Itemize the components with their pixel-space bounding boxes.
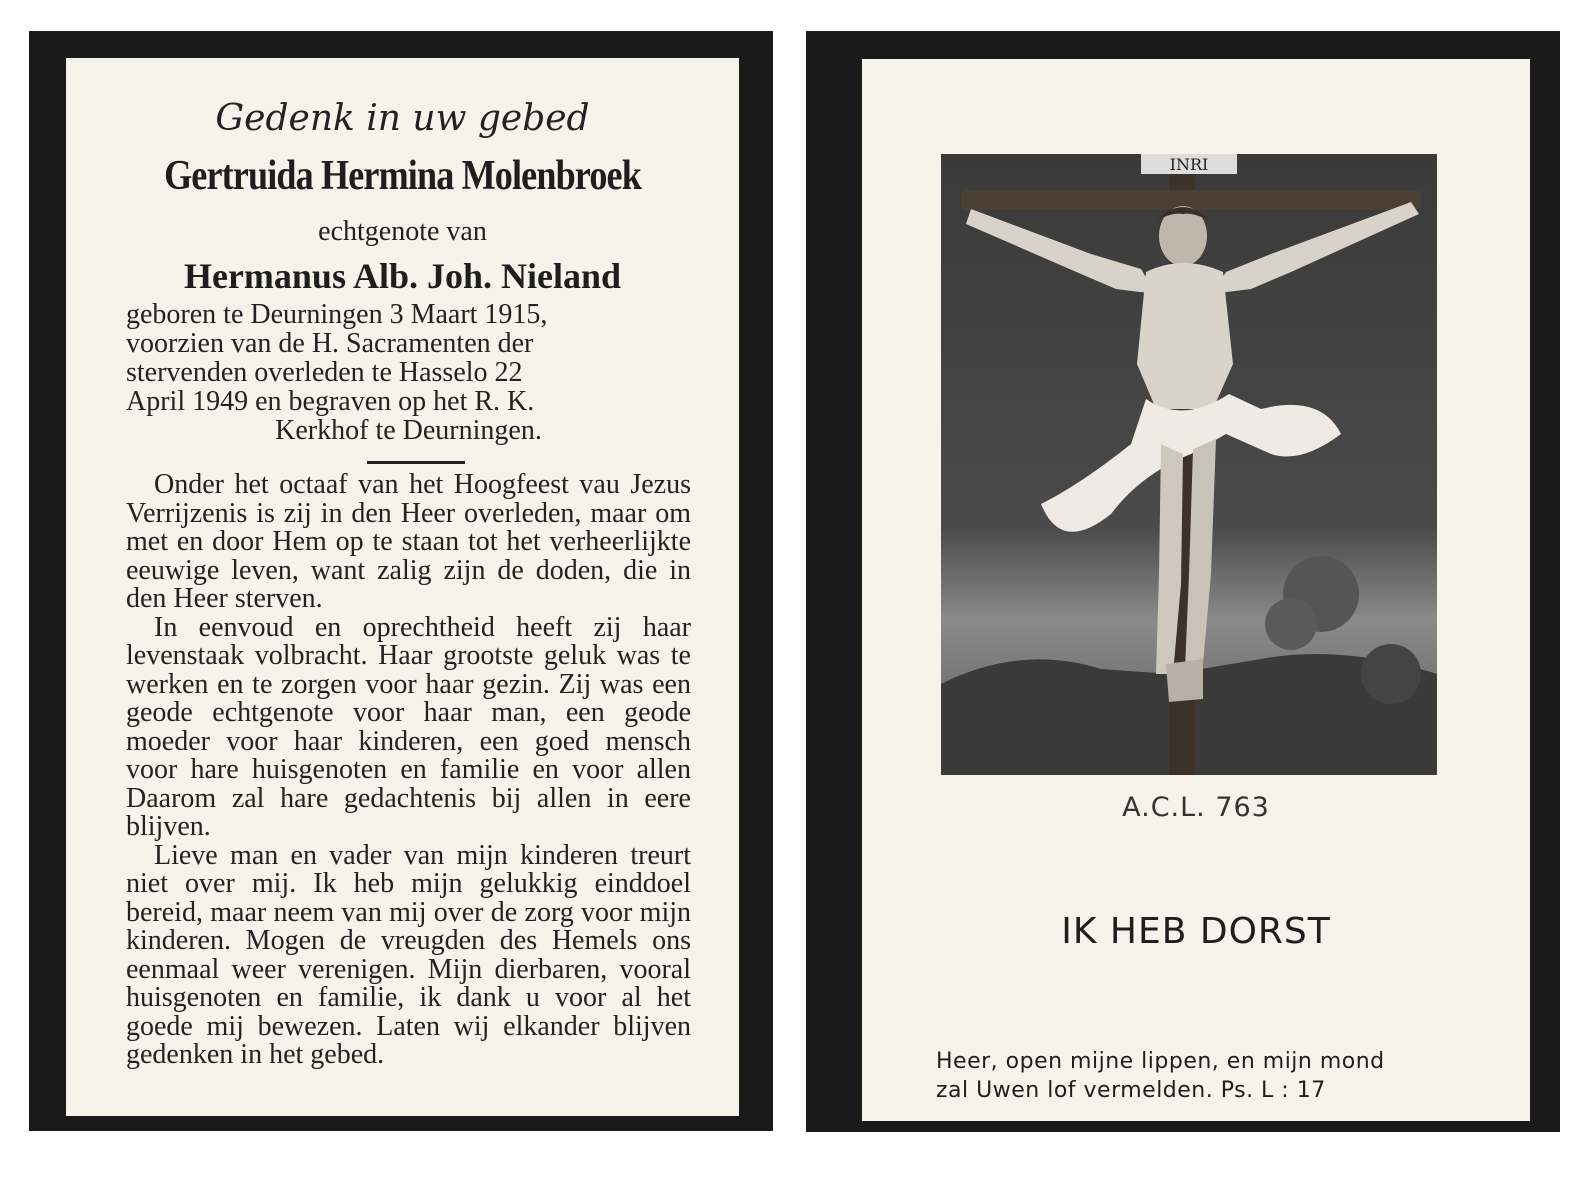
spouse-name: Hermanus Alb. Joh. Nieland [183, 256, 622, 296]
psalm-verse [936, 1047, 1456, 1105]
memorial-card-text [29, 31, 773, 1131]
detail-line: April 1949 en begraven op het R. K. [126, 386, 535, 417]
paragraph: In eenvoud en oprechtheid heeft zij haar levenstaak volbracht. Haar grootste geluk was te werken en te zorgen voor haar gezin. Zij was een geode echtgenote voor haar man, een geode moeder voor haar kinderen, een goed mensch voor hare huisgenoten en familie en voor allen Daarom zal hare gedachtenis bij allen in eere blijven. [126, 611, 691, 842]
detail-line: voorzien van de H. Sacramenten der [126, 328, 534, 359]
card-image-panel [862, 59, 1530, 1121]
image-catalog-label: A.C.L. 763 [1122, 792, 1270, 823]
spouse-label: echtgenote van [318, 216, 487, 247]
paragraph: Onder het octaaf van het Hoogfeest vau Jezus Verrijzenis is zij in den Heer overleden, maar om met en door Hem op te staan tot het verheerlijkte eeuwige leven, want zalig zijn de doden, die in den Heer sterven. [126, 469, 691, 614]
card-text-panel [66, 58, 739, 1116]
detail-line: Kerkhof te Deurningen. [275, 415, 542, 446]
verse-line: zal Uwen lof vermelden. Ps. L : 17 [936, 1078, 1326, 1103]
inri-plaque: INRI [1169, 155, 1209, 174]
deceased-name: Gertruida Hermina Molenbroek [164, 153, 641, 199]
verse-line: Heer, open mijne lippen, en mijn mond [936, 1049, 1385, 1074]
detail-line: stervenden overleden te Hasselo 22 [126, 357, 523, 388]
divider-rule [367, 461, 465, 464]
detail-line: geboren te Deurningen 3 Maart 1915, [126, 299, 548, 330]
life-details [126, 300, 691, 445]
memorial-card-image [806, 31, 1560, 1132]
card-header: Gedenk in uw gebed [215, 98, 590, 139]
paragraph: Lieve man en vader van mijn kinderen treurt niet over mij. Ik heb mijn gelukkig einddoel bereid, maar neem van mij over de zorg voor mijn kinderen. Mogen de vreugden des Hemels ons eenmaal weer verenigen. Mijn dierbaren, vooral huisgenoten en familie, ik dank u voor al het goede mij bewezen. Laten wij elkander blijven gedenken in het gebed. [126, 839, 691, 1070]
crucifixion-illustration [941, 154, 1437, 775]
crucifixion-image [941, 154, 1437, 775]
memorial-text [126, 471, 691, 1070]
motto-heading: IK HEB DORST [1061, 911, 1331, 952]
